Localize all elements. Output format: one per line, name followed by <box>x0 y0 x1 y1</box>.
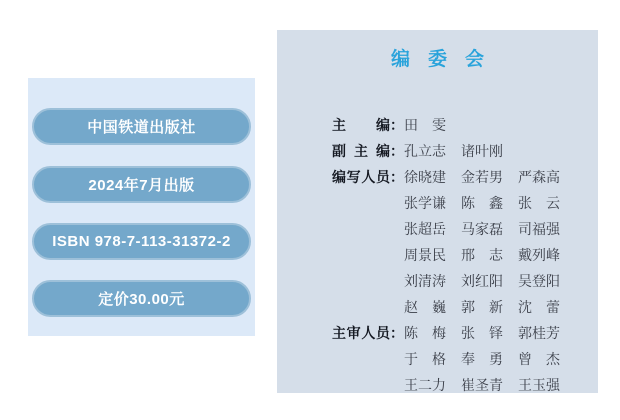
committee-panel <box>277 30 598 393</box>
member-name: 陈 梅 <box>404 327 446 342</box>
member-name: 于 格 <box>404 353 446 368</box>
member-name: 马家磊 <box>461 223 503 238</box>
member-name: 王二力 <box>404 379 446 394</box>
isbn-badge <box>32 223 251 260</box>
member-name: 张学谦 <box>404 197 446 212</box>
committee-row <box>332 372 592 398</box>
committee-row <box>332 320 592 346</box>
member-name: 刘清涛 <box>404 275 446 290</box>
committee-row <box>332 138 592 164</box>
role-colon: ： <box>390 169 404 185</box>
committee-title: 编委会 <box>390 49 502 70</box>
member-name: 徐晓建 <box>404 171 446 186</box>
committee-row <box>332 216 592 242</box>
publish-date-label: 2024年7月出版 <box>88 177 195 194</box>
member-name: 司福强 <box>518 223 560 238</box>
member-name: 陈 鑫 <box>461 197 503 212</box>
member-name: 严森高 <box>518 171 560 186</box>
member-name: 郭桂芳 <box>518 327 560 342</box>
member-name: 张 铎 <box>461 327 503 342</box>
role-label-writers: 编写人员 <box>332 169 390 185</box>
committee-row <box>332 346 592 372</box>
member-name: 王玉强 <box>518 379 560 394</box>
committee-row <box>332 190 592 216</box>
role-label-deputy-editor: 副主编 <box>332 143 390 159</box>
member-name: 崔圣青 <box>461 379 503 394</box>
member-name: 周景民 <box>404 249 446 264</box>
member-name: 邢 志 <box>461 249 503 264</box>
member-name: 郭 新 <box>461 301 503 316</box>
role-colon: ： <box>390 325 404 341</box>
isbn-label: ISBN 978-7-113-31372-2 <box>52 233 231 250</box>
committee-row <box>332 294 592 320</box>
member-name: 诸叶刚 <box>461 145 503 160</box>
committee-row <box>332 164 592 190</box>
member-name: 曾 杰 <box>518 353 560 368</box>
member-name: 孔立志 <box>404 145 446 160</box>
role-colon: ： <box>390 117 404 133</box>
price-badge <box>32 280 251 317</box>
member-name: 张 云 <box>518 197 560 212</box>
role-colon: ： <box>390 143 404 159</box>
publisher-label: 中国铁道出版社 <box>87 119 196 136</box>
member-name: 金若男 <box>461 171 503 186</box>
committee-row <box>332 242 592 268</box>
member-name: 吴登阳 <box>518 275 560 290</box>
member-name: 田 雯 <box>404 119 446 134</box>
role-label-reviewers: 主审人员 <box>332 325 390 341</box>
publication-info-panel <box>28 78 255 336</box>
member-name: 张超岳 <box>404 223 446 238</box>
publisher-badge <box>32 108 251 145</box>
role-label-chief-editor: 主编 <box>332 117 390 133</box>
member-name: 沈 蕾 <box>518 301 560 316</box>
committee-list <box>332 112 592 398</box>
committee-row <box>332 112 592 138</box>
member-name: 赵 巍 <box>404 301 446 316</box>
committee-row <box>332 268 592 294</box>
member-name: 刘红阳 <box>461 275 503 290</box>
publish-date-badge <box>32 166 251 203</box>
price-label: 定价30.00元 <box>98 291 185 308</box>
member-name: 戴列峰 <box>518 249 560 264</box>
member-name: 奉 勇 <box>461 353 503 368</box>
